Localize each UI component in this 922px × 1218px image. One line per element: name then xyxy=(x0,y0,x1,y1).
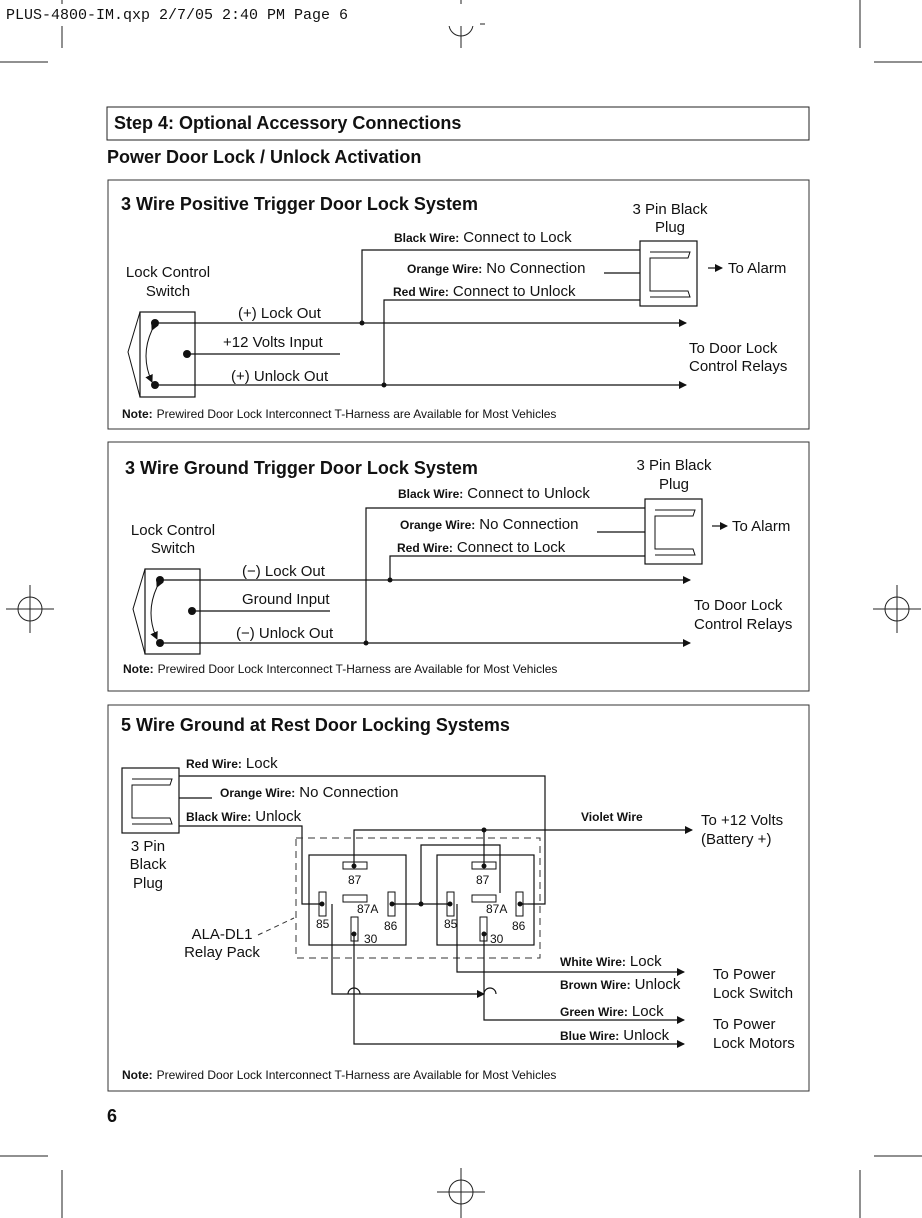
registration-mark-bottom xyxy=(437,1168,485,1218)
switch-label: Switch xyxy=(145,283,191,300)
red-wire-label: Red Wire: Connect to Lock xyxy=(397,539,566,556)
power-motors-label: Lock Motors xyxy=(713,1035,795,1052)
power-switch-label: Lock Switch xyxy=(713,985,794,1002)
brown-wire-label: Brown Wire: Unlock xyxy=(560,976,681,993)
blue-wire-label: Blue Wire: Unlock xyxy=(560,1027,670,1044)
panel-positive-trigger xyxy=(108,180,809,429)
battery-label: (Battery +) xyxy=(701,831,772,848)
red-wire-label: Red Wire: Lock xyxy=(186,755,278,772)
section-title: Power Door Lock / Unlock Activation xyxy=(107,147,422,167)
file-header: PLUS-4800-IM.qxp 2/7/05 2:40 PM Page 6 xyxy=(6,7,349,24)
switch-label: Lock Control xyxy=(130,522,216,539)
pin-86-label: 86 xyxy=(384,919,398,933)
registration-mark-left xyxy=(6,585,54,633)
to-alarm-label: To Alarm xyxy=(728,260,787,277)
to-alarm-label: To Alarm xyxy=(732,518,791,535)
page-number: 6 xyxy=(107,1106,118,1126)
relays-label: Control Relays xyxy=(689,358,788,375)
panel-note: Note: Prewired Door Lock Interconnect T-Harness are Available for Most Vehicles xyxy=(123,662,558,676)
plug-label: 3 Pin Black xyxy=(632,201,708,218)
relay-pack-label: Relay Pack xyxy=(184,944,260,961)
switch-label: Lock Control xyxy=(125,264,211,281)
pin-87a-label: 87A xyxy=(357,902,379,916)
red-wire-label: Red Wire: Connect to Unlock xyxy=(393,283,576,300)
pin-85-label: 85 xyxy=(444,917,458,931)
pin-87a-label: 87A xyxy=(486,902,508,916)
plug-label: Plug xyxy=(132,875,164,892)
unlock-out-label: (−) Unlock Out xyxy=(236,625,334,642)
relay-2 xyxy=(437,855,534,946)
panel-note: Note: Prewired Door Lock Interconnect T-Harness are Available for Most Vehicles xyxy=(122,1068,557,1082)
plug-label: Black xyxy=(129,856,167,873)
battery-label: To +12 Volts xyxy=(701,812,784,829)
orange-wire-label: Orange Wire: No Connection xyxy=(400,516,579,533)
pin-87-label: 87 xyxy=(348,873,362,887)
relay-1 xyxy=(309,855,406,946)
pin-86-label: 86 xyxy=(512,919,526,933)
plug-label: Plug xyxy=(654,219,686,236)
panel-note: Note: Prewired Door Lock Interconnect T-Harness are Available for Most Vehicles xyxy=(122,407,557,421)
pin-30-label: 30 xyxy=(364,932,378,946)
relays-label: To Door Lock xyxy=(689,340,778,357)
orange-wire-label: Orange Wire: No Connection xyxy=(220,784,399,801)
panel-title: 3 Wire Positive Trigger Door Lock System xyxy=(121,194,478,214)
three-pin-plug xyxy=(122,768,179,833)
pin-30-label: 30 xyxy=(490,932,504,946)
violet-wire xyxy=(354,830,692,866)
plug-label: Plug xyxy=(658,476,690,493)
plug-label: 3 Pin xyxy=(130,838,166,855)
black-wire-label: Black Wire: Connect to Unlock xyxy=(398,485,590,502)
lock-control-switch xyxy=(128,312,195,397)
pin-85-label: 85 xyxy=(316,917,330,931)
lock-out-label: (+) Lock Out xyxy=(238,305,321,322)
red-wire xyxy=(390,556,645,580)
relays-label: To Door Lock xyxy=(694,597,783,614)
relay-pack-leader xyxy=(258,918,294,935)
input-label: +12 Volts Input xyxy=(223,334,323,351)
green-wire-label: Green Wire: Lock xyxy=(560,1003,664,1020)
step-title: Step 4: Optional Accessory Connections xyxy=(114,113,462,133)
lock-out-label: (−) Lock Out xyxy=(242,563,325,580)
relay-pack-label: ALA-DL1 xyxy=(191,926,253,943)
power-motors-label: To Power xyxy=(713,1016,776,1033)
three-pin-plug xyxy=(645,499,702,564)
relays-label: Control Relays xyxy=(694,616,793,633)
unlock-out-label: (+) Unlock Out xyxy=(231,368,329,385)
three-pin-plug xyxy=(640,241,697,306)
panel-ground-at-rest xyxy=(108,705,809,1091)
registration-mark-right xyxy=(873,585,921,633)
power-switch-label: To Power xyxy=(713,966,776,983)
switch-label: Switch xyxy=(150,540,196,557)
plug-label: 3 Pin Black xyxy=(636,457,712,474)
lock-control-switch xyxy=(133,569,200,654)
panel-title: 5 Wire Ground at Rest Door Locking Systems xyxy=(121,715,510,735)
black-wire-label: Black Wire: Connect to Lock xyxy=(394,229,572,246)
red-wire xyxy=(384,300,640,385)
violet-wire-label: Violet Wire xyxy=(581,810,643,824)
white-wire-label: White Wire: Lock xyxy=(560,953,662,970)
panel-ground-trigger xyxy=(108,442,809,691)
input-label: Ground Input xyxy=(242,591,330,608)
black-wire-label: Black Wire: Unlock xyxy=(186,808,302,825)
orange-wire-label: Orange Wire: No Connection xyxy=(407,260,586,277)
panel-title: 3 Wire Ground Trigger Door Lock System xyxy=(125,458,478,478)
pin-87-label: 87 xyxy=(476,873,490,887)
